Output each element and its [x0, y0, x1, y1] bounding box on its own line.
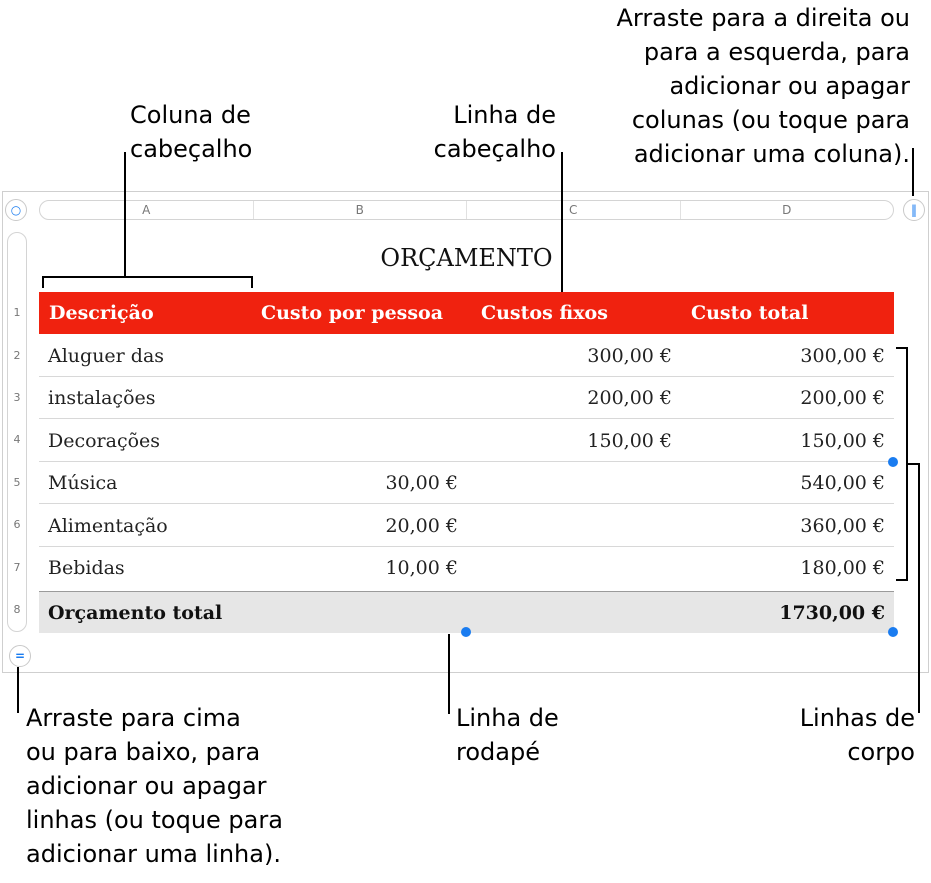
table-title: ORÇAMENTO — [380, 244, 553, 272]
table-cell[interactable]: 20,00 € — [385, 515, 458, 537]
table-cell[interactable]: 150,00 € — [587, 430, 672, 452]
header-row[interactable] — [39, 292, 894, 334]
header-cell[interactable]: Custo por pessoa — [261, 302, 444, 324]
column-letter[interactable]: B — [254, 201, 468, 219]
header-cell[interactable]: Custo total — [691, 302, 809, 324]
table-cell[interactable]: 30,00 € — [385, 472, 458, 494]
column-letter[interactable]: A — [40, 201, 254, 219]
callout-header-column: Coluna de cabeçalho — [130, 101, 253, 163]
header-cell[interactable]: Descrição — [49, 302, 154, 324]
table-cell[interactable]: Aluguer das — [48, 345, 165, 367]
row-number[interactable]: 5 — [13, 476, 21, 489]
row-number[interactable]: 2 — [13, 349, 21, 362]
column-letter[interactable]: C — [467, 201, 681, 219]
table-cell[interactable] — [467, 462, 672, 504]
column-letter-bar[interactable] — [39, 200, 894, 220]
table-cell[interactable]: Música — [48, 472, 118, 494]
leader-line — [124, 152, 126, 277]
table-cell[interactable]: 10,00 € — [385, 557, 458, 579]
table-row[interactable] — [39, 547, 894, 589]
table-cell[interactable]: 200,00 € — [587, 387, 672, 409]
row-number[interactable]: 6 — [13, 518, 21, 531]
row-resize-handle-icon[interactable] — [461, 627, 471, 637]
column-letter[interactable]: D — [782, 203, 792, 217]
table-row[interactable] — [39, 335, 894, 377]
add-row-handle-icon[interactable]: = — [9, 645, 31, 667]
table-row[interactable] — [39, 462, 894, 504]
leader-line — [918, 463, 920, 713]
leader-line — [448, 634, 450, 714]
leader-line — [561, 152, 563, 292]
table-cell[interactable]: 300,00 € — [587, 345, 672, 367]
callout-rows-handle: Arraste para cima ou para baixo, para adicionar ou apagar linhas (ou toque para adicionar uma linha). — [26, 704, 283, 868]
table-cell[interactable] — [253, 377, 458, 419]
callout-header-row: Linha de cabeçalho — [433, 101, 556, 163]
add-column-handle-icon[interactable]: ‖ — [903, 199, 925, 221]
table-cell[interactable]: 300,00 € — [800, 345, 885, 367]
column-resize-handle-icon[interactable] — [888, 457, 898, 467]
table-cell[interactable] — [467, 505, 672, 547]
bracket-line — [896, 579, 908, 581]
table-cell[interactable]: 200,00 € — [800, 387, 885, 409]
leader-line — [912, 148, 914, 196]
row-number[interactable]: 3 — [13, 391, 21, 404]
table-row[interactable] — [39, 377, 894, 419]
table-cell[interactable] — [253, 420, 458, 462]
table-cell[interactable] — [253, 335, 458, 377]
row-number-bar[interactable] — [7, 232, 27, 632]
leader-line — [17, 667, 19, 713]
row-number[interactable]: 8 — [13, 603, 21, 616]
bracket-line — [42, 276, 253, 278]
footer-cell[interactable]: Orçamento total — [48, 602, 223, 624]
bracket-line — [251, 276, 253, 288]
table-row[interactable] — [39, 505, 894, 547]
callout-columns-handle: Arraste para a direita ou para a esquerda, para adicionar ou apagar colunas (ou toque para adicionar uma coluna). — [616, 4, 910, 168]
row-number[interactable]: 4 — [13, 433, 21, 446]
bracket-line — [42, 276, 44, 288]
footer-cell[interactable]: 1730,00 € — [779, 602, 885, 624]
table-cell[interactable]: 360,00 € — [800, 515, 885, 537]
select-table-icon[interactable]: ○ — [5, 199, 27, 221]
callout-body-rows: Linhas de corpo — [799, 704, 915, 766]
table-row[interactable] — [39, 420, 894, 462]
header-cell[interactable]: Custos fixos — [481, 302, 608, 324]
row-number[interactable]: 1 — [13, 306, 21, 319]
table-cell[interactable]: instalações — [48, 387, 156, 409]
corner-resize-handle-icon[interactable] — [888, 627, 898, 637]
table-cell[interactable]: 540,00 € — [800, 472, 885, 494]
table-cell[interactable]: Bebidas — [48, 557, 125, 579]
callout-footer-row: Linha de rodapé — [456, 704, 559, 766]
table-cell[interactable]: 180,00 € — [800, 557, 885, 579]
table-cell[interactable]: Decorações — [48, 430, 161, 452]
table-cell[interactable]: 150,00 € — [800, 430, 885, 452]
table-cell[interactable]: Alimentação — [48, 515, 168, 537]
row-number[interactable]: 7 — [13, 561, 21, 574]
table-cell[interactable] — [467, 547, 672, 589]
